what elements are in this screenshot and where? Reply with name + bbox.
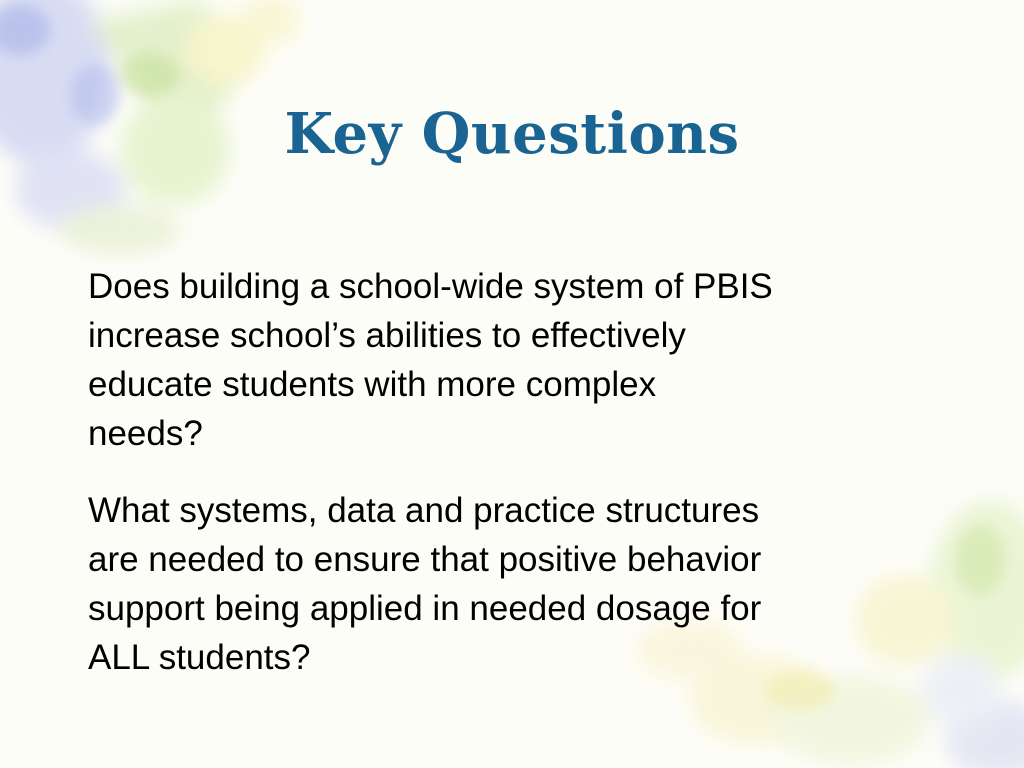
slide-title: Key Questions — [284, 101, 740, 167]
slide-body — [88, 262, 968, 710]
question-paragraph: What systems, data and practice structures are needed to ensure that positive behavior support being applied in needed dosage for ALL students? — [88, 491, 762, 677]
question-paragraph: Does building a school-wide system of PBIS increase school’s abilities to effectively educate students with more complex needs? — [88, 267, 773, 453]
